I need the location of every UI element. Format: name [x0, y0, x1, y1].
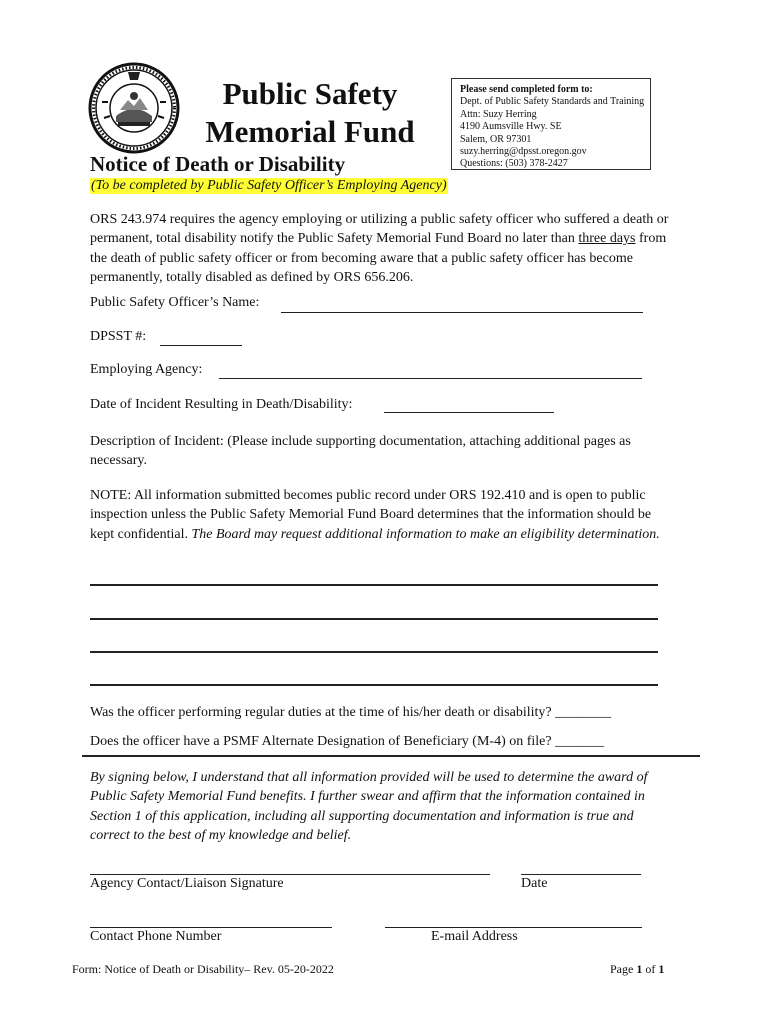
employing-agency-label: Employing Agency: — [90, 362, 203, 377]
incident-date-field[interactable] — [384, 412, 554, 413]
public-record-note — [90, 486, 670, 544]
page-of: of — [642, 962, 659, 976]
note-italic-text: The Board may request additional information to make an eligibility determination. — [191, 526, 660, 542]
dpsst-number-field[interactable] — [160, 345, 242, 346]
note-text: NOTE: All information submitted becomes public record under ORS 192.410 and is open to public inspection unless the Public Safety Memorial Fund Board determines that the information should be kept confidential. — [90, 488, 652, 542]
address-email[interactable]: suzy.herring@dpsst.oregon.gov — [460, 146, 587, 158]
certification-statement: By signing below, I understand that all information provided will be used to determine the award of Public Safety Memorial Fund benefits. I further swear and affirm that the information contained in Section 1 of this application, including all supporting documentation and information is true and correct to the best of my knowledge and belief. — [90, 770, 648, 844]
ors-text-part2: from the death of public safety officer or from becoming aware that a public safety officer has become permanently, totally disabled as defined by ORS 656.206. — [90, 231, 667, 286]
contact-phone-label: Contact Phone Number — [90, 929, 222, 944]
ors-text-part1: ORS 243.974 requires the agency employing or utilizing a public safety officer who suffered a death or permanent, total disability notify the Public Safety Memorial Fund Board no later than — [90, 212, 669, 247]
page-title-line2: Memorial Fund — [205, 114, 415, 149]
subtitle-highlight: (To be completed by Public Safety Officer’s Employing Agency) — [91, 178, 447, 193]
beneficiary-designation-question[interactable]: Does the officer have a PSMF Alternate Designation of Beneficiary (M-4) on file? _______ — [90, 734, 605, 749]
description-line-1[interactable] — [90, 584, 658, 586]
incident-description-label: Description of Incident: (Please include supporting documentation, attaching additional pages as necessary. — [90, 434, 631, 469]
description-line-4[interactable] — [90, 684, 658, 686]
date-field[interactable] — [521, 874, 641, 875]
address-line: Dept. of Public Safety Standards and Training — [460, 96, 645, 108]
three-days-emphasis: three days — [578, 231, 636, 247]
dpsst-number-label: DPSST #: — [90, 329, 147, 344]
officer-name-label: Public Safety Officer’s Name: — [90, 295, 260, 310]
mailing-address-box — [451, 78, 651, 170]
address-line: Attn: Suzy Herring — [460, 108, 537, 120]
description-line-2[interactable] — [90, 618, 658, 620]
page-number — [610, 962, 664, 977]
agency-signature-label: Agency Contact/Liaison Signature — [90, 876, 284, 891]
employing-agency-field[interactable] — [219, 378, 642, 379]
email-address-label: E-mail Address — [431, 929, 518, 944]
address-heading: Please send completed form to: — [460, 84, 593, 95]
agency-signature-field[interactable] — [90, 874, 490, 875]
incident-date-label: Date of Incident Resulting in Death/Disability: — [90, 397, 353, 412]
date-label: Date — [521, 876, 548, 891]
email-address-field[interactable] — [385, 927, 642, 928]
contact-phone-field[interactable] — [90, 927, 332, 928]
section-divider — [82, 755, 700, 757]
address-line: 4190 Aumsville Hwy. SE — [460, 121, 562, 133]
page-title-line1: Public Safety — [222, 76, 398, 111]
regular-duties-question[interactable]: Was the officer performing regular duties at the time of his/her death or disability? ________ — [90, 705, 612, 720]
notice-title: Notice of Death or Disability — [90, 152, 346, 176]
form-revision-footer: Form: Notice of Death or Disability– Rev. 05-20-2022 — [72, 962, 334, 976]
ors-requirement-paragraph — [90, 210, 670, 288]
officer-name-field[interactable] — [281, 312, 643, 313]
page-prefix: Page — [610, 962, 637, 976]
address-line: Salem, OR 97301 — [460, 133, 532, 145]
page-total: 1 — [658, 962, 665, 976]
page-current: 1 — [636, 962, 643, 976]
state-seal-icon — [88, 62, 180, 154]
address-phone: Questions: (503) 378-2427 — [460, 158, 568, 170]
description-line-3[interactable] — [90, 651, 658, 653]
